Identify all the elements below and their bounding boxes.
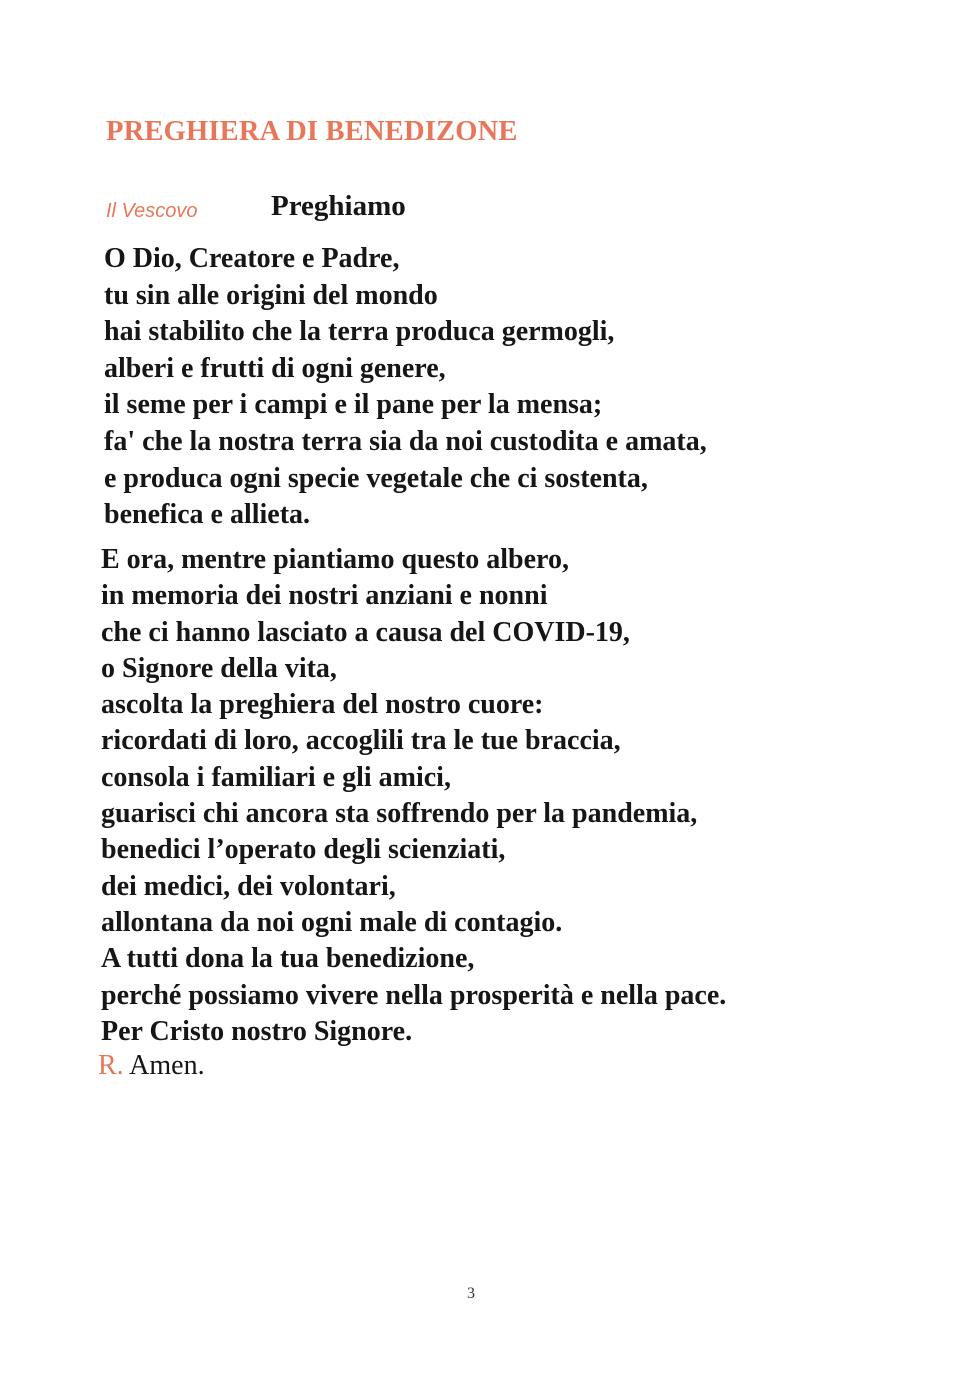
prayer-line: consola i familiari e gli amici, — [101, 761, 451, 793]
prayer-line: perché possiamo vivere nella prosperità e nella pace. — [101, 979, 727, 1011]
prayer-line: hai stabilito che la terra produca germogli, — [104, 316, 615, 348]
page-title: PREGHIERA DI BENEDIZONE — [106, 116, 518, 147]
prayer-line: benedici l’operato degli scienziati, — [101, 834, 506, 866]
prayer-stanza-1 — [104, 241, 707, 534]
invitation-text: Preghiamo — [271, 190, 406, 222]
prayer-line: ascolta la preghiera del nostro cuore: — [101, 689, 544, 721]
response-line — [98, 1050, 205, 1082]
prayer-line: Per Cristo nostro Signore. — [101, 1015, 413, 1047]
prayer-line: O Dio, Creatore e Padre, — [104, 243, 400, 274]
prayer-line: allontana da noi ogni male di contagio. — [101, 906, 563, 938]
prayer-line: e produca ogni specie vegetale che ci sostenta, — [104, 462, 648, 494]
speaker-label: Il Vescovo — [106, 200, 198, 222]
page-number: 3 — [467, 1285, 475, 1302]
prayer-line: alberi e frutti di ogni genere, — [104, 352, 446, 384]
prayer-line: E ora, mentre piantiamo questo albero, — [101, 544, 569, 575]
response-text: Amen. — [129, 1050, 205, 1081]
prayer-stanza-2 — [101, 542, 726, 1050]
prayer-line: dei medici, dei volontari, — [101, 870, 396, 902]
prayer-line: il seme per i campi e il pane per la mensa; — [104, 389, 603, 421]
prayer-line: A tutti dona la tua benedizione, — [101, 943, 475, 975]
prayer-line: benefica e allieta. — [104, 499, 311, 531]
prayer-line: fa' che la nostra terra sia da noi custodita e amata, — [104, 425, 707, 457]
prayer-line: guarisci chi ancora sta soffrendo per la pandemia, — [101, 798, 698, 830]
response-marker: R. — [98, 1050, 124, 1081]
prayer-line: tu sin alle origini del mondo — [104, 279, 438, 311]
prayer-line: che ci hanno lasciato a causa del COVID-19, — [101, 616, 630, 648]
rubric-row — [106, 190, 806, 230]
prayer-line: in memoria dei nostri anziani e nonni — [101, 580, 548, 612]
prayer-line: o Signore della vita, — [101, 652, 337, 684]
prayer-line: ricordati di loro, accoglili tra le tue braccia, — [101, 725, 621, 757]
